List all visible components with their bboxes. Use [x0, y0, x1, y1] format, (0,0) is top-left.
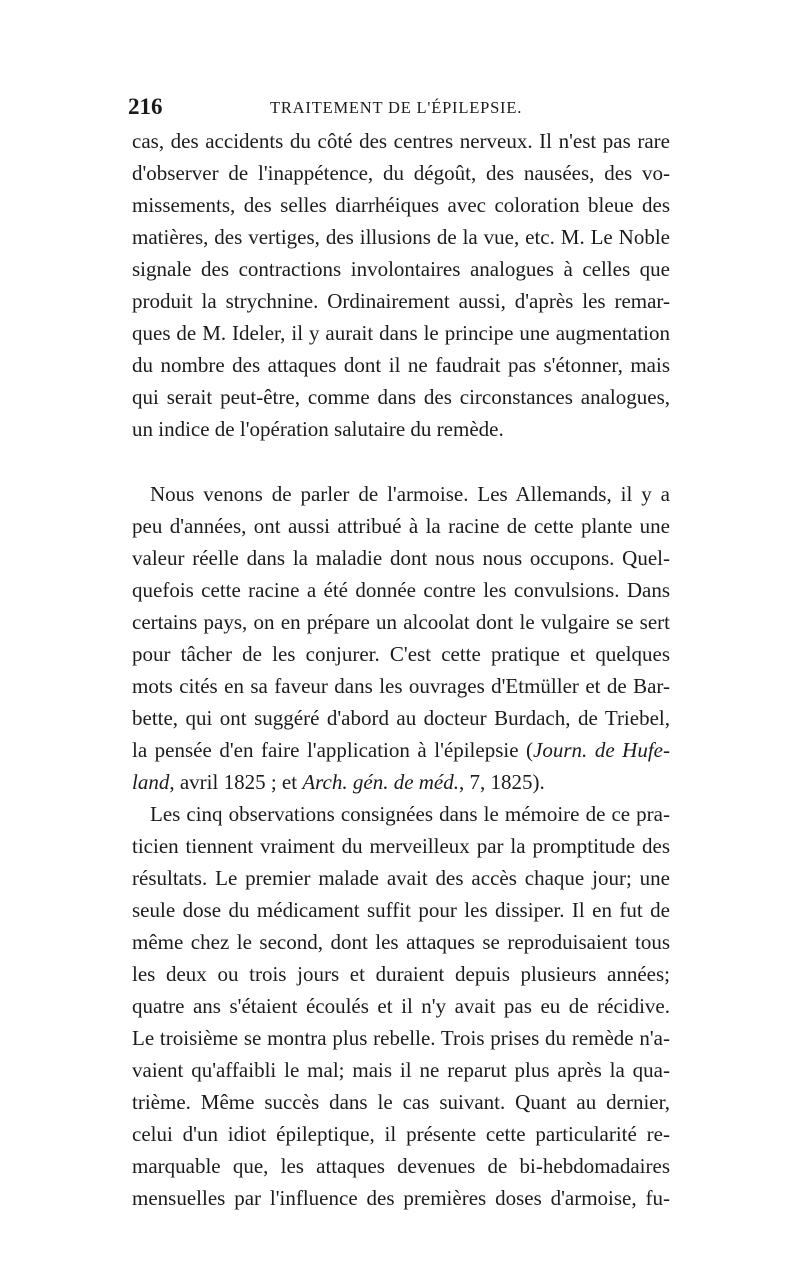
text-line: certains pays, on en prépare un alcoolat dont le vulgaire se sert	[132, 610, 670, 634]
page-number: 216	[128, 94, 163, 119]
text-line: un indice de l'opération salutaire du remède.	[132, 417, 504, 441]
text-line: du nombre des attaques dont il ne faudrait pas s'étonner, mais	[132, 353, 670, 377]
text-segment: , 7, 1825).	[459, 770, 545, 794]
text-line: résultats. Le premier malade avait des accès chaque jour; une	[132, 866, 670, 890]
page-header	[128, 92, 668, 122]
text-line: les deux ou trois jours et duraient depuis plusieurs années;	[132, 962, 670, 986]
text-line: matières, des vertiges, des illusions de la vue, etc. M. Le Noble	[132, 225, 670, 249]
citation-italic: Journ. de Hufe-	[533, 738, 670, 762]
text-line: bette, qui ont suggéré d'abord au docteur Burdach, de Triebel,	[132, 706, 670, 730]
text-segment: la pensée d'en faire l'application à l'épilepsie (	[132, 738, 534, 762]
text-segment: , avril 1825 ; et	[169, 770, 303, 794]
text-line: ticien tiennent vraiment du merveilleux par la promptitude des	[132, 834, 670, 858]
text-line: pour tâcher de les conjurer. C'est cette pratique et quelques	[132, 642, 670, 666]
citation-italic: land	[132, 770, 170, 794]
text-line: Nous venons de parler de l'armoise. Les Allemands, il y a	[150, 482, 670, 506]
text-line: valeur réelle dans la maladie dont nous nous occupons. Quel-	[132, 546, 670, 570]
text-line: seule dose du médicament suffit pour les dissiper. Il en fut de	[132, 898, 670, 922]
text-line: vaient qu'affaibli le mal; mais il ne reparut plus après la qua-	[132, 1058, 670, 1082]
text-line: même chez le second, dont les attaques se reproduisaient tous	[132, 930, 670, 954]
text-line: marquable que, les attaques devenues de bi-hebdomadaires	[132, 1154, 670, 1178]
text-line: mensuelles par l'influence des premières doses d'armoise, fu-	[132, 1186, 670, 1210]
text-line: signale des contractions involontaires analogues à celles que	[132, 257, 670, 281]
text-line: d'observer de l'inappétence, du dégoût, des nausées, des vo-	[132, 161, 670, 185]
text-line: Les cinq observations consignées dans le mémoire de ce pra-	[150, 802, 670, 826]
text-line: quefois cette racine a été donnée contre les convulsions. Dans	[132, 578, 670, 602]
text-line: produit la strychnine. Ordinairement aussi, d'après les remar-	[132, 289, 670, 313]
text-line: cas, des accidents du côté des centres nerveux. Il n'est pas rare	[132, 129, 670, 153]
text-line: quatre ans s'étaient écoulés et il n'y avait pas eu de récidive.	[132, 994, 670, 1018]
text-line: mots cités en sa faveur dans les ouvrages d'Etmüller et de Bar-	[132, 674, 670, 698]
text-line	[132, 734, 670, 767]
text-line: trième. Même succès dans le cas suivant. Quant au dernier,	[132, 1090, 670, 1114]
text-line: peu d'années, ont aussi attribué à la racine de cette plante une	[132, 514, 670, 538]
text-line: qui serait peut-être, comme dans des circonstances analogues,	[132, 385, 670, 409]
text-line	[132, 766, 670, 799]
text-line: ques de M. Ideler, il y aurait dans le principe une augmentation	[132, 321, 670, 345]
text-line: missements, des selles diarrhéiques avec coloration bleue des	[132, 193, 670, 217]
citation-italic: Arch. gén. de méd.	[302, 770, 459, 794]
text-line: celui d'un idiot épileptique, il présente cette particularité re-	[132, 1122, 670, 1146]
text-line: Le troisième se montra plus rebelle. Trois prises du remède n'a-	[132, 1026, 670, 1050]
running-title: TRAITEMENT DE L'ÉPILEPSIE.	[270, 98, 523, 117]
